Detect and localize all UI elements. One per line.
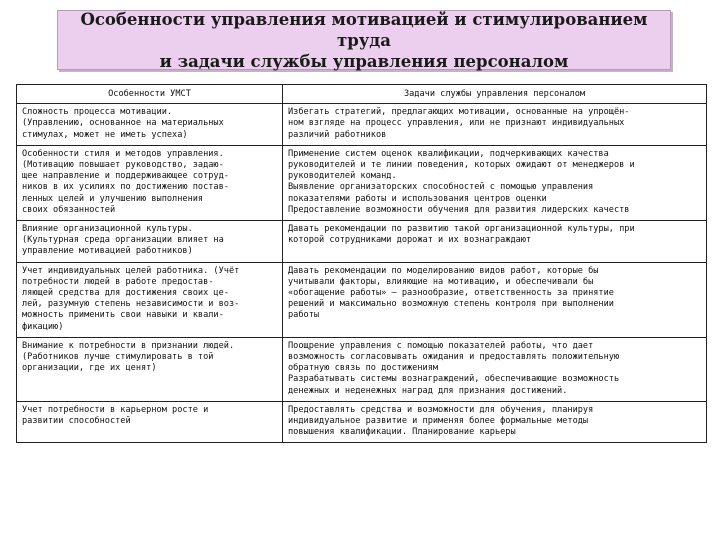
feature-cell: Учет потребности в карьерном росте и развитии способностей [17,401,283,443]
task-cell: Давать рекомендации по развитию такой организационной культуры, при которой сотрудниками дорожат и их вознаграждают [283,221,707,263]
task-cell: Применение систем оценок квалификации, подчеркивающих качества руководителей и те линии поведения, которых ожидают от менеджеров и руководителей команд. Выявление организаторских способностей с помощью управления показателями работы и использования центров оценки Предоставление возможности обучения для развития лидерских качеств [283,145,707,220]
feature-cell: Сложность процесса мотивации. (Управлению, основанное на материальных стимулах, может не иметь успеха) [17,104,283,146]
task-cell: Избегать стратегий, предлагающих мотивации, основанные на упрощён- ном взгляде на процесс управления, или не признают индивидуальных различий работников [283,104,707,146]
feature-cell: Влияние организационной культуры. (Культурная среда организации влияет на управление мотивацией работников) [17,221,283,263]
task-cell: Поощрение управления с помощью показателей работы, что дает возможность согласовывать ожидания и предоставлять положительную обратную связь по достижениям Разрабатывать системы вознаграждений, обеспечивающие возможность денежных и неденежных наград для признания достижений. [283,337,707,401]
feature-cell: Учет индивидуальных целей работника. (Учёт потребности людей в работе предостав- ляющей средства для достижения своих це- лей, разумную степень независимости и воз- можность применить свои навыки и квали- фикацию) [17,262,283,337]
table-row [17,262,707,337]
feature-cell: Внимание к потребности в признании людей. (Работников лучше стимулировать в той организации, где их ценят) [17,337,283,401]
task-cell: Давать рекомендации по моделированию видов работ, которые бы учитывали факторы, влияющие на мотивацию, и обеспечивали бы «обогащение работы» — разнообразие, ответственность за принятие решений и максимально возможную степень контроля при выполнении работы [283,262,707,337]
slide-title-box [57,10,671,70]
table-row [17,104,707,146]
header-umst-features: Особенности УМСТ [17,85,283,104]
task-cell: Предоставлять средства и возможности для обучения, планируя индивидуальное развитие и применяя более формальные методы повышения квалификации. Планирование карьеры [283,401,707,443]
motivation-table [16,84,707,443]
header-hr-tasks: Задачи службы управления персоналом [283,85,707,104]
table-row [17,145,707,220]
table-header-row [17,85,707,104]
table-row [17,337,707,401]
slide-title: Особенности управления мотивацией и стимулированием труда и задачи службы управления персоналом [80,9,648,71]
feature-cell: Особенности стиля и методов управления. (Мотивацию повышает руководство, задаю- щее направление и поддерживающее сотруд- ников в их усилиях по достижению постав- ленных целей и улучшению выполнения своих обязанностей [17,145,283,220]
table-row [17,221,707,263]
table-row [17,401,707,443]
